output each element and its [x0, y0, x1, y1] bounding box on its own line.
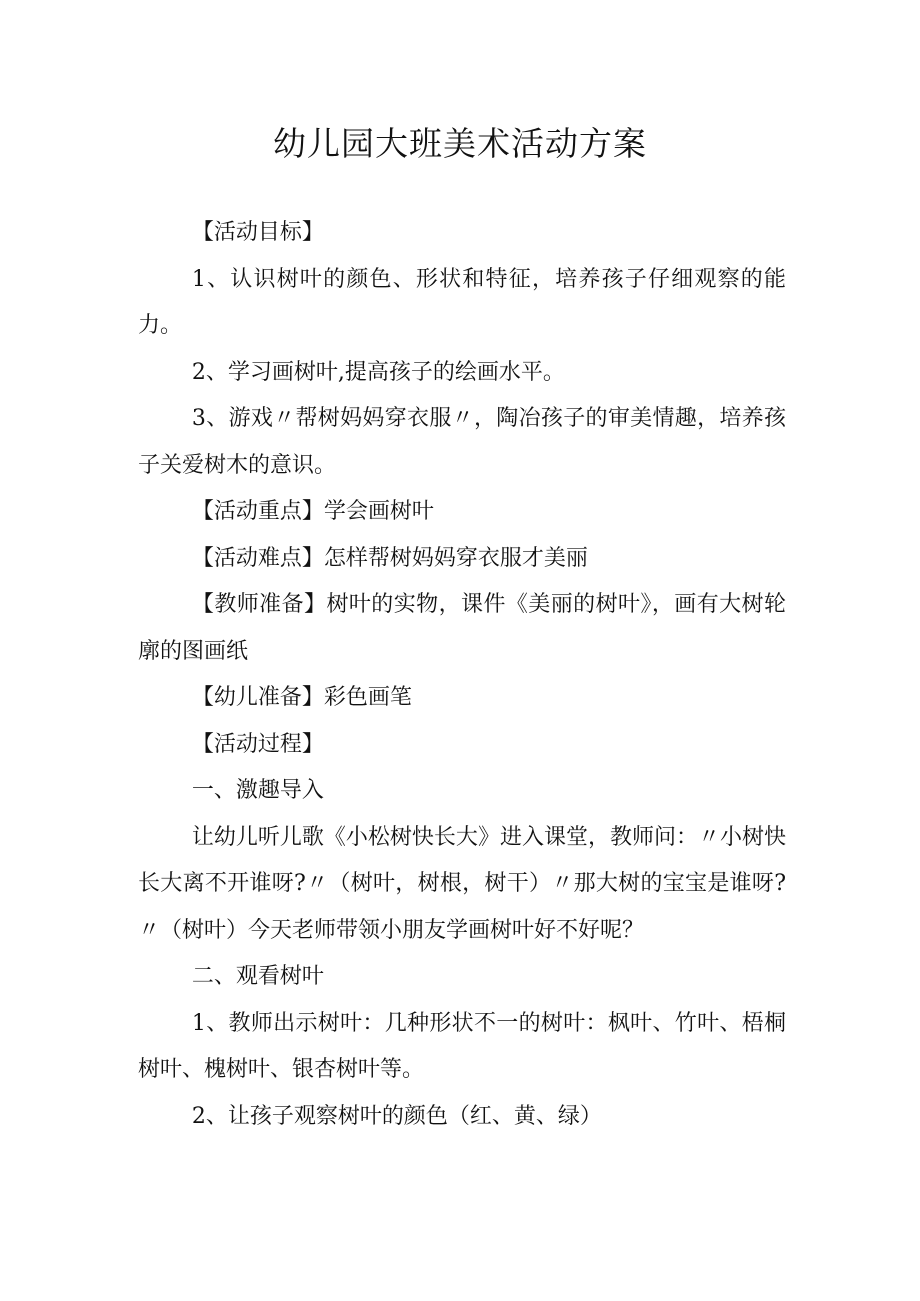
goal-item-3: 3、游戏〃帮树妈妈穿衣服〃，陶冶孩子的审美情趣，培养孩子关爱树木的意识。	[138, 406, 786, 478]
section-heading-process: 【活动过程】	[191, 731, 324, 757]
section-heading-goals: 【活动目标】	[191, 220, 324, 245]
key-point: 【活动重点】学会画树叶	[191, 499, 434, 524]
goal-item-2: 2、学习画树叶,提高孩子的绘画水平。	[191, 359, 565, 385]
teacher-preparation: 【教师准备】树叶的实物，课件《美丽的树叶》，画有大树轮廓的图画纸	[138, 592, 786, 664]
process-step-2-heading: 二、观看树叶	[191, 964, 324, 989]
difficult-point: 【活动难点】怎样帮树妈妈穿衣服才美丽	[191, 545, 588, 571]
goal-item-1: 1、认识树叶的颜色、形状和特征，培养孩子仔细观察的能力。	[138, 266, 786, 338]
document-body	[138, 210, 786, 1140]
process-step-2-item-2: 2、让孩子观察树叶的颜色（红、黄、绿）	[191, 1103, 602, 1129]
process-step-1-heading: 一、激趣导入	[191, 778, 324, 803]
process-step-1-text: 让幼儿听儿歌《小松树快长大》进入课堂，教师问：〃小树快长大离不开谁呀?〃（树叶，树根，树干）〃那大树的宝宝是谁呀?〃（树叶）今天老师带领小朋友学画树叶好不好呢？	[138, 824, 786, 943]
child-preparation: 【幼儿准备】彩色画笔	[191, 685, 412, 710]
document-title: 幼儿园大班美术活动方案	[273, 124, 647, 163]
process-step-2-item-1: 1、教师出示树叶：几种形状不一的树叶：枫叶、竹叶、梧桐树叶、槐树叶、银杏树叶等。	[138, 1010, 786, 1082]
